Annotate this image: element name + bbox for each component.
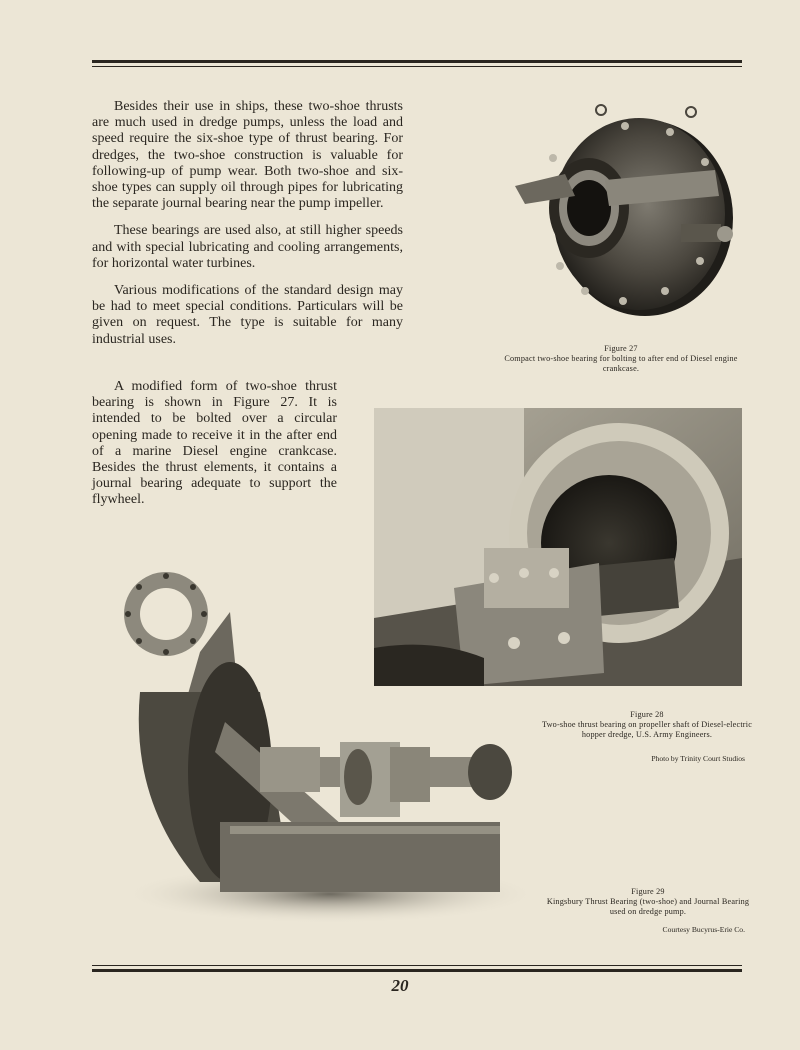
bottom-rule-thin xyxy=(92,965,742,966)
top-rule-thin xyxy=(92,66,742,67)
figure-27-caption xyxy=(492,344,750,373)
figure-28-caption xyxy=(540,710,754,739)
figure-28-label: Figure 28 xyxy=(630,710,664,719)
figure-29-label: Figure 29 xyxy=(631,887,665,896)
figure-28-caption-text: Two-shoe thrust bearing on propeller shaft of Diesel-electric hopper dredge, U.S. Army Engineers. xyxy=(541,720,753,739)
body-text-upper xyxy=(92,99,403,359)
figure-28-credit: Photo by Trinity Court Studios xyxy=(651,754,745,763)
figure-29-caption xyxy=(546,887,750,916)
top-rule-thick xyxy=(92,60,742,63)
paragraph-4: A modified form of two-shoe thrust bearing is shown in Figure 27. It is intended to be bolted over a circular opening made to receive it in the after end of a marine Diesel engine crankcase. Besides the thrust elements, it contains a journal bearing adequate to support the flywheel. xyxy=(92,379,337,508)
paragraph-3: Various modifications of the standard design may be had to meet special conditions. Particulars will be given on request. The type is suitable for many industrial uses. xyxy=(92,283,403,347)
figure-29-caption-text: Kingsbury Thrust Bearing (two-shoe) and Journal Bearing used on dredge pump. xyxy=(546,897,750,916)
figure-27-label: Figure 27 xyxy=(604,344,638,353)
paragraph-2: These bearings are used also, at still higher speeds and with special lubricating and cooling arrangements, for horizontal water turbines. xyxy=(92,223,403,271)
figure-29-photo xyxy=(120,572,540,922)
page-number: 20 xyxy=(391,976,409,995)
paragraph-1: Besides their use in ships, these two-shoe thrusts are much used in dredge pumps, unless the load and speed require the six-shoe type of thrust bearing. For dredges, the two-shoe construction is valuable for following-up of pump wear. Both two-shoe and six-shoe types can supply oil through pipes for lubricating the separate journal bearing near the pump impeller. xyxy=(92,99,403,212)
bottom-rule-thick xyxy=(92,969,742,972)
figure-29-credit: Courtesy Bucyrus-Erie Co. xyxy=(662,925,745,934)
figure-27-caption-text: Compact two-shoe bearing for bolting to after end of Diesel engine crankcase. xyxy=(504,354,738,373)
figure-27-photo xyxy=(505,96,745,328)
body-text-lower xyxy=(92,379,337,520)
